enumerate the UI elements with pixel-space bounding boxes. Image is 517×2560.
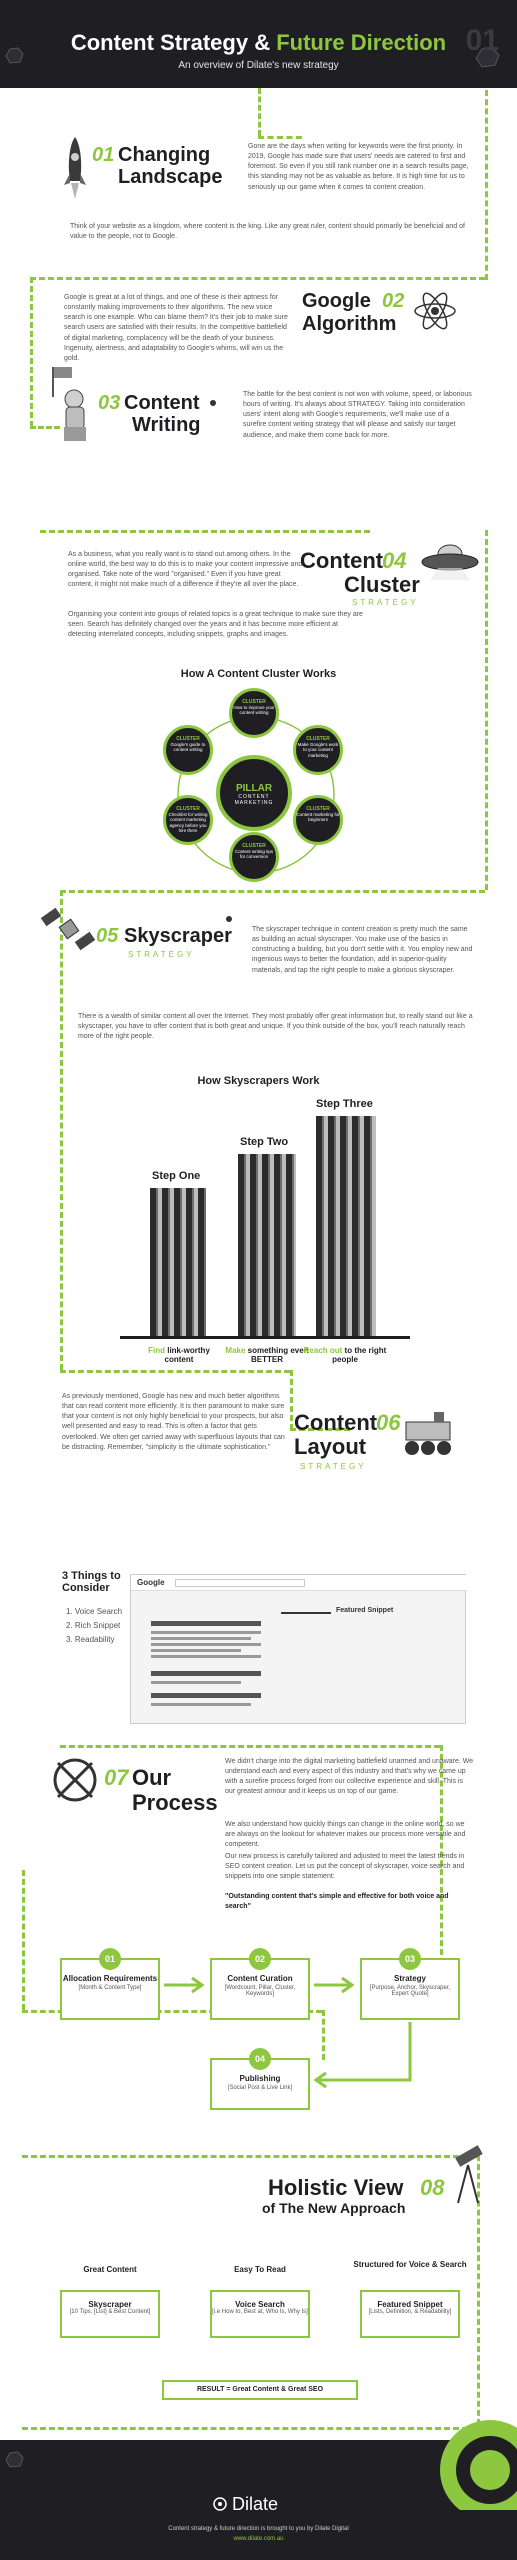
diagram-title: How A Content Cluster Works (180, 668, 337, 680)
header-banner (0, 0, 517, 88)
path-line (290, 1370, 293, 1430)
cluster-node: CLUSTER Checklist for writing content marketing agency before you hire them (163, 795, 213, 845)
section-paragraph: Gone are the days when writing for keywords were the first priority. In 2019, Google has made sure that users' needs are catered to first and foremost. So even if you still rank number one in a search results page, this standing may not be as valuable as before. It is high time for us to seriously up our game when it comes to content creation. (248, 143, 469, 191)
process-step-2: 02 Content Curation [Wordcount, Pillar, Cluster, Keywords] (210, 1958, 310, 2020)
section-title: Landscape (118, 166, 223, 188)
section-title: Skyscraper (124, 925, 232, 947)
arrow-down-left-icon (310, 2020, 420, 2090)
path-line (60, 1370, 290, 1373)
holistic-column-head: Structured for Voice & Search (353, 2260, 467, 2269)
section-number: 04 (382, 548, 407, 573)
process-step-3: 03 Strategy [Purpose, Anchor, Skyscraper, Expert Quote] (360, 1958, 460, 2020)
google-logo: Google (137, 1578, 165, 1587)
holistic-box: Skyscraper [10 Tips, [List] & Best Content] (60, 2290, 160, 2338)
section-number: 03 (98, 392, 121, 414)
building-step-two (238, 1154, 296, 1336)
step-label: Step One (152, 1170, 201, 1182)
search-results-mockup (130, 1574, 466, 1724)
section-title: Process (132, 1790, 218, 1815)
planet-icon (430, 2410, 517, 2510)
path-line (60, 1745, 440, 1748)
holistic-column-head: Great Content (83, 2265, 137, 2274)
rover-icon (400, 1408, 458, 1460)
path-line (60, 890, 63, 1370)
section-title: Content (124, 392, 200, 414)
ghost-number: 01 (465, 24, 499, 57)
strategy-label: STRATEGY (352, 598, 419, 607)
section-title: of The New Approach (262, 2200, 406, 2216)
process-quote: "Outstanding content that's simple and effective for both voice and search" (225, 1893, 449, 1911)
holistic-column-head: Easy To Read (234, 2265, 286, 2274)
step-label: Step Two (240, 1136, 289, 1148)
section-paragraph: We didn't charge into the digital marketing battlefield unarmed and unaware. We understand each and every aspect of this industry and that's why we came up with a surefire process forged from our collective experience and skill. This is our greatest armour and it keeps us on top of our game. (225, 1758, 474, 1796)
holistic-box: Featured Snippet [Lists, Definition, & Readability] (360, 2290, 460, 2338)
path-line (40, 530, 370, 533)
section-title: Content (294, 1410, 378, 1435)
arrow-right-icon (160, 1975, 210, 1995)
step-caption: Reach out to the right people (303, 1346, 387, 1364)
path-line (30, 277, 485, 280)
ground-line (120, 1336, 410, 1339)
path-line (258, 136, 302, 139)
section-paragraph: The battle for the best content is not won with volume, speed, or laborious hours of writing. It's always about STRATEGY. Taking into consideration users' intent along with Google's requirements, we'll make use of a surefire content writing strategy that will please and satisfy our target audience, and make them come back for more. (243, 391, 472, 439)
section-paragraph: As previously mentioned, Google has new and much better algorithms that can read content more efficiently. It is then paramount to make sure that your content is not only highly beneficial to your prospects, but also well presented and easy to read. This is often a factor that gets overlooked. We often get carried away with superfluous layouts that can be distracting. Remember, "simplicity is the ultimate sophistication." (62, 1393, 285, 1451)
section-number: 01 (92, 144, 115, 166)
section-paragraph: Our new process is carefully tailored and adjusted to meet the latest trends in SEO content creation. Let us put the concept of skyscraper, voice search and snippets into one simple statement: (225, 1853, 465, 1881)
section-paragraph: We also understand how quickly things can change in the online world, so we are always on the lookout for whatever makes our process more versatile and competent. (225, 1821, 466, 1849)
strategy-label: STRATEGY (128, 950, 195, 959)
section-paragraph: The skyscraper technique in content creation is pretty much the same as building an actual skyscraper. You make use of the basics in constructing a building, but you don't settle with it. You employ new and ingenious ways to better the foundation, add in superior-quality materials, and tap the right people to make a glorious skyscraper. (252, 926, 473, 974)
section-paragraph: Google is great at a lot of things, and one of these is their aptness for constantly making improvements to their algorithms. The new voice search is one example. Who can blame them? It's their job to make sure search users are satisfied with their results. In the competitive battlefield of digital marketing, complacency will be the death of your business. Ingenuity, alertness, and adaptability to Google's whims, will win us the gold. (64, 294, 288, 362)
path-line (60, 890, 485, 893)
telescope-icon (450, 2145, 490, 2205)
path-line (485, 90, 488, 280)
cluster-node: CLUSTER How to improve your content writing (229, 688, 279, 738)
things-item: 3. Readability (66, 1635, 115, 1644)
section-title: Our (132, 1765, 172, 1790)
satellite-icon (40, 900, 96, 960)
atom-icon (412, 288, 458, 334)
result-box: RESULT = Great Content & Great SEO (162, 2380, 358, 2400)
footer-brand: Dilate (232, 2494, 279, 2514)
cluster-node: CLUSTER Make Google's work to your content marketing (293, 725, 343, 775)
section-number: 08 (420, 2175, 445, 2200)
cluster-node: CLUSTER Content writing tips for conversion (229, 832, 279, 882)
section-title: Content (300, 548, 384, 573)
holistic-box: Voice Search [i.e How to, Best at, Who Is, Why Is] (210, 2290, 310, 2338)
satellite-dish-icon (50, 1755, 100, 1805)
footer-url[interactable]: www.dilate.com.au (233, 2536, 284, 2542)
section-title: Changing (118, 144, 211, 166)
section-title: Layout (294, 1434, 367, 1459)
path-line (258, 88, 261, 136)
things-title: 3 Things to Consider (62, 1570, 121, 1594)
section-number: 06 (376, 1410, 401, 1435)
building-step-three (316, 1116, 376, 1336)
process-step-1: 01 Allocation Requirements [Month & Content Type] (60, 1958, 160, 2020)
path-line (30, 277, 33, 427)
path-line (485, 530, 488, 890)
section-title: Writing (132, 414, 201, 436)
ufo-icon (420, 540, 480, 580)
cluster-node: CLUSTER Content marketing for beginners (293, 795, 343, 845)
astronaut-flag-icon (50, 365, 96, 445)
section-number: 05 (96, 925, 119, 947)
things-item: 1. Voice Search (66, 1607, 123, 1616)
diagram-title: How Skyscrapers Work (197, 1075, 320, 1087)
footer-banner (0, 2440, 517, 2560)
step-label: Step Three (316, 1098, 373, 1110)
search-bar (175, 1579, 305, 1587)
rocket-icon (62, 135, 88, 201)
path-line (22, 1870, 25, 2010)
asteroid-icon (4, 2450, 24, 2468)
section-title: Cluster (344, 572, 420, 597)
section-number: 02 (382, 290, 405, 312)
step-caption: Make something even BETTER (225, 1346, 309, 1364)
cluster-node: CLUSTER Google's guide to content writing (163, 725, 213, 775)
section-paragraph: As a business, what you really want is to stand out among others. In the online world, the best way to do this is to make your content impressive and organised. Take note of the word "organised." Even if you have great content, it might not make much of a difference if they're all over the place. (68, 551, 303, 589)
building-step-one (150, 1188, 206, 1336)
pillar-node: PILLAR CONTENT MARKETING (216, 755, 292, 831)
featured-snippet-label: Featured Snippet (336, 1607, 394, 1614)
step-caption: Find link-worthy content (148, 1346, 210, 1364)
path-line (22, 2427, 477, 2430)
section-paragraph: There is a wealth of similar content all over the Internet. They most probably offer great information but, to really stand out like a skyscraper, you have to offer content that is both great and unique. If you think outside of the box, you'll reach naturally reach more of the right people. (78, 1013, 473, 1041)
section-title: Holistic View (268, 2175, 404, 2200)
strategy-label: STRATEGY (300, 1462, 367, 1471)
planet-dot (210, 400, 216, 406)
page-subtitle: An overview of Dilate's new strategy (178, 60, 339, 71)
path-line (22, 2155, 477, 2158)
dilate-logo-icon (212, 2496, 228, 2512)
things-item: 2. Rich Snippet (66, 1621, 121, 1630)
footer-credit: Content strategy & future direction is brought to you by Dilate Digital (168, 2526, 349, 2532)
section-paragraph: Think of your website as a kingdom, where content is the king. Like any great ruler, content should primarily be beneficial and of value to the people, not to Google. (70, 223, 465, 241)
page-title: Content Strategy & Future Direction (70, 30, 447, 55)
process-step-4: 04 Publishing [Social Post & Live Link] (210, 2058, 310, 2110)
section-title: Google (302, 290, 371, 312)
planet-dot (226, 916, 232, 922)
section-paragraph: Organising your content into groups of related topics is a great technique to make sure they are seen. Search has definitely changed over the years and it has become more efficient at detecting interrelated concepts, including snippets, graphs and images. (68, 611, 363, 639)
section-title: Algorithm (302, 313, 397, 335)
arrow-right-icon (310, 1975, 360, 1995)
section-number: 07 (104, 1765, 129, 1790)
